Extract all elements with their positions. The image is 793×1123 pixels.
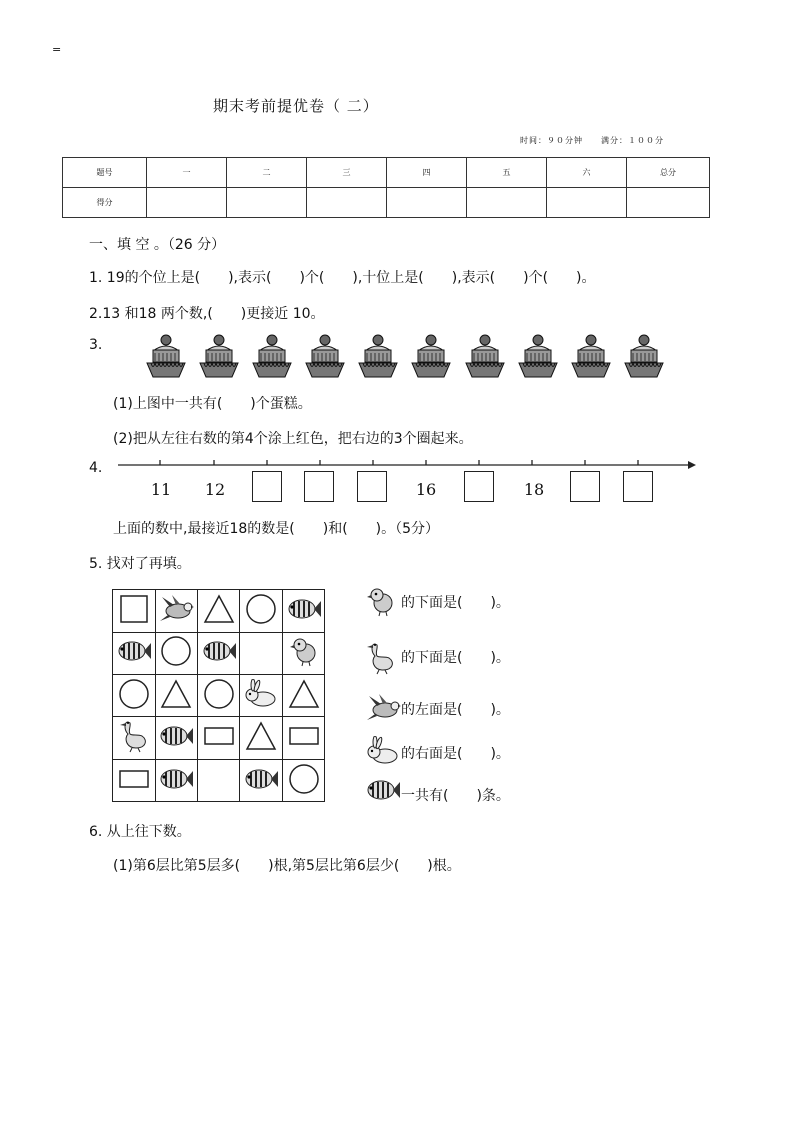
circle-icon: [203, 678, 235, 714]
score-header-cell: 三: [307, 158, 387, 188]
legend-item: [365, 640, 510, 676]
legend-text: 的左面是( )。: [401, 702, 510, 718]
cake-icon: [355, 333, 401, 379]
legend-text: 的下面是( )。: [401, 595, 510, 611]
cake-icon: [196, 333, 242, 379]
fish-icon: [201, 639, 237, 667]
score-cell[interactable]: [227, 188, 307, 218]
score-header-cell: 总分: [627, 158, 710, 188]
grid-cell: [113, 590, 156, 633]
grid-cell: [198, 632, 241, 675]
score-header-cell: 题号: [63, 158, 147, 188]
grid-cell: [155, 717, 198, 760]
page-title: 期末考前提优卷（ 二）: [213, 97, 379, 115]
bird-icon: [158, 593, 194, 629]
goose-icon: [118, 718, 150, 758]
number-line-answer-box[interactable]: [252, 471, 282, 502]
grid-cell: [113, 632, 156, 675]
question-2: 2.13 和18 两个数,( )更接近 10。: [89, 306, 325, 322]
grid-cell: [155, 675, 198, 718]
triangle-icon: [288, 678, 320, 714]
cake-icon: [462, 333, 508, 379]
score-table-score-row: [63, 188, 710, 218]
rectangle-icon: [118, 768, 150, 794]
number-line-answer-box[interactable]: [623, 471, 653, 502]
score-cell[interactable]: [547, 188, 627, 218]
grid-cell: [240, 717, 283, 760]
score-cell[interactable]: [147, 188, 227, 218]
goose-icon: [365, 640, 401, 676]
legend-item: [365, 736, 510, 772]
grid-cell: [198, 675, 241, 718]
grid-cell: [113, 675, 156, 718]
score-header-cell: 二: [227, 158, 307, 188]
cake-icon: [408, 333, 454, 379]
cake-icon: [515, 333, 561, 379]
score-header-cell: 一: [147, 158, 227, 188]
grid-cell: [283, 717, 326, 760]
score-cell[interactable]: [387, 188, 467, 218]
number-line-label: 18: [523, 480, 545, 499]
section1-heading: 一、填 空 。（26 分）: [89, 237, 226, 253]
shape-grid: [112, 589, 325, 802]
number-line-label: 11: [150, 480, 172, 499]
grid-cell: [155, 590, 198, 633]
question-4-answer: 上面的数中,最接近18的数是( )和( )。（5分）: [113, 521, 440, 537]
question-6-part-1: (1)第6层比第5层多( )根,第5层比第6层少( )根。: [113, 858, 461, 874]
circle-icon: [245, 593, 277, 629]
rabbit-icon: [243, 679, 279, 713]
cake-icon: [249, 333, 295, 379]
question-5: 5. 找对了再填。: [89, 556, 191, 572]
grid-cell: [283, 632, 326, 675]
grid-cell: [283, 675, 326, 718]
number-line-answer-box[interactable]: [570, 471, 600, 502]
fish-icon: [116, 639, 152, 667]
score-table-header-row: [63, 158, 710, 188]
grid-cell: [198, 760, 241, 803]
circle-icon: [288, 763, 320, 799]
number-line-answer-box[interactable]: [464, 471, 494, 502]
rectangle-icon: [203, 725, 235, 751]
fish-icon: [158, 767, 194, 795]
score-header-cell: 四: [387, 158, 467, 188]
question-1: 1. 19的个位上是( ),表示( )个( ),十位上是( ),表示( )个( )。: [89, 270, 596, 286]
grid-cell: [198, 590, 241, 633]
legend-item: [365, 692, 510, 728]
grid-cell: [155, 632, 198, 675]
grid-cell: [283, 760, 326, 803]
grid-cell: [240, 632, 283, 675]
question-3-number: 3.: [89, 337, 103, 353]
chick-icon: [288, 635, 320, 671]
cake-icon: [568, 333, 614, 379]
triangle-icon: [160, 678, 192, 714]
time-info: 时间：９０分钟 满分：１００分: [520, 136, 664, 145]
triangle-icon: [245, 720, 277, 756]
circle-icon: [118, 678, 150, 714]
number-line-answer-box[interactable]: [304, 471, 334, 502]
question-4-number: 4.: [89, 460, 103, 476]
score-cell[interactable]: [467, 188, 547, 218]
grid-cell: [113, 760, 156, 803]
chick-icon: [365, 585, 401, 621]
cake-icon: [621, 333, 667, 379]
circle-icon: [160, 635, 192, 671]
cake-icon: [302, 333, 348, 379]
score-cell[interactable]: [307, 188, 387, 218]
grid-cell: [283, 590, 326, 633]
rectangle-icon: [288, 725, 320, 751]
triangle-icon: [203, 593, 235, 629]
question-3-part-2: (2)把从左往右数的第4个涂上红色，把右边的3个圈起来。: [113, 431, 473, 447]
fish-icon: [286, 597, 322, 625]
grid-cell: [155, 760, 198, 803]
question-3-part-1: (1)上图中一共有( )个蛋糕。: [113, 396, 312, 412]
grid-cell: [198, 717, 241, 760]
fish-icon: [365, 778, 401, 814]
score-row-label: 得分: [63, 188, 147, 218]
fish-icon: [243, 767, 279, 795]
question-6: 6. 从上往下数。: [89, 824, 191, 840]
cake-icon: [143, 333, 189, 379]
grid-cell: [240, 590, 283, 633]
header-mark: =: [52, 43, 62, 56]
square-icon: [119, 594, 149, 628]
grid-cell: [240, 675, 283, 718]
legend-text: 一共有( )条。: [401, 788, 510, 804]
fish-icon: [158, 724, 194, 752]
legend-text: 的下面是( )。: [401, 650, 510, 666]
grid-cell: [113, 717, 156, 760]
score-header-cell: 五: [467, 158, 547, 188]
number-line: [110, 455, 700, 475]
score-cell[interactable]: [627, 188, 710, 218]
score-table: [62, 157, 710, 218]
number-line-label: 16: [415, 480, 437, 499]
score-header-cell: 六: [547, 158, 627, 188]
legend-item: [365, 585, 510, 621]
rabbit-icon: [365, 736, 401, 772]
legend-item: [365, 778, 510, 814]
number-line-label: 12: [204, 480, 226, 499]
grid-cell: [240, 760, 283, 803]
legend-text: 的右面是( )。: [401, 746, 510, 762]
number-line-answer-box[interactable]: [357, 471, 387, 502]
bird-icon: [365, 692, 401, 728]
